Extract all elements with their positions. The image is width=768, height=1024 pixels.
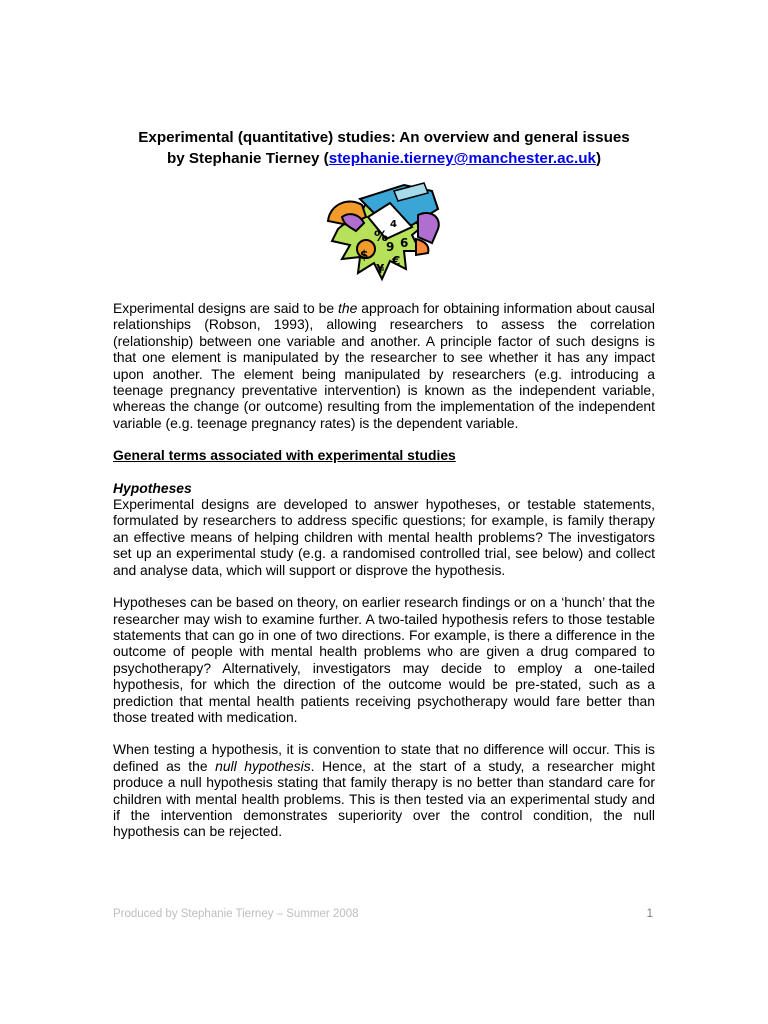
null-hypothesis-term: null hypothesis [215, 757, 311, 774]
section-heading: General terms associated with experimental studies [113, 447, 456, 464]
glyph: 9 [386, 240, 395, 254]
byline-suffix: ) [595, 150, 602, 167]
math-clipart-icon [320, 181, 450, 291]
intro-paragraph [113, 300, 655, 431]
page-footer [113, 908, 653, 920]
byline-prefix: by Stephanie Tierney ( [166, 150, 329, 167]
glyph: € [392, 254, 401, 268]
intro-text-end: approach for obtaining information about causal relationships (Robson, 1993), allowing researchers to assess the correlation (relationship) between one variable and another. A principle factor of such designs is that one element is manipulated by the researcher to see whether it has any impact upon another. The element being manipulated by researchers (e.g. introducing a teenage pregnancy preventative intervention) is known as the independent variable, whereas the change (or outcome) resulting from the implementation of the independent variable (e.g. teenage pregnancy rates) is the dependent variable. [113, 300, 655, 431]
glyph: ¥ [376, 262, 385, 276]
glyph: 4 [390, 219, 397, 230]
hypotheses-paragraph-2: Hypotheses can be based on theory, on earlier research findings or on a ‘hunch’ that the researcher may wish to examine further. A two-tailed hypothesis refers to those testable statements that can go in one of two directions. For example, is there a difference in the outcome of people with mental health problems who are given a drug compared to psychotherapy? Alternatively, investigators may decide to employ a one-tailed hypothesis, for which the direction of the outcome would be pre-stated, such as a prediction that mental health patients receiving psychotherapy would fare better than those treated with medication. [113, 594, 655, 725]
footer-credit: Produced by Stephanie Tierney – Summer 2008 [113, 908, 359, 920]
para3-text-start: When testing a hypothesis, it is convention to state that no difference will occur. This is defined as the [113, 741, 655, 774]
author-email-link[interactable]: stephanie.tierney@manchester.ac.uk [328, 150, 596, 167]
title-byline [80, 148, 688, 169]
hypotheses-paragraph-1: Experimental designs are developed to answer hypotheses, or testable statements, formulated by researchers to address specific questions; for example, is family therapy an effective means of helping children with mental health problems? The investigators set up an experimental study (e.g. a randomised controlled trial, see below) and collect and analyse data, which will support or disprove the hypothesis. [113, 496, 655, 578]
intro-text-start: Experimental designs are said to be [113, 300, 339, 316]
subheading-hypotheses: Hypotheses [113, 479, 192, 496]
intro-emphasis: the [338, 300, 358, 316]
title-line: Experimental (quantitative) studies: An overview and general issues [138, 129, 630, 146]
para3-text-end: . Hence, at the start of a study, a researcher might produce a null hypothesis stating that family therapy is no better than standard care for children with mental health problems. This is then tested via an experimental study and if the intervention demonstrates superiority over the control condition, the null hypothesis can be rejected. [113, 757, 655, 840]
glyph: % [374, 229, 389, 245]
hypotheses-paragraph-3 [113, 741, 655, 839]
glyph: $ [360, 248, 369, 262]
page-number: 1 [646, 908, 653, 920]
glyph: 6 [400, 236, 409, 250]
document-title [80, 127, 688, 169]
document-body [113, 300, 655, 840]
